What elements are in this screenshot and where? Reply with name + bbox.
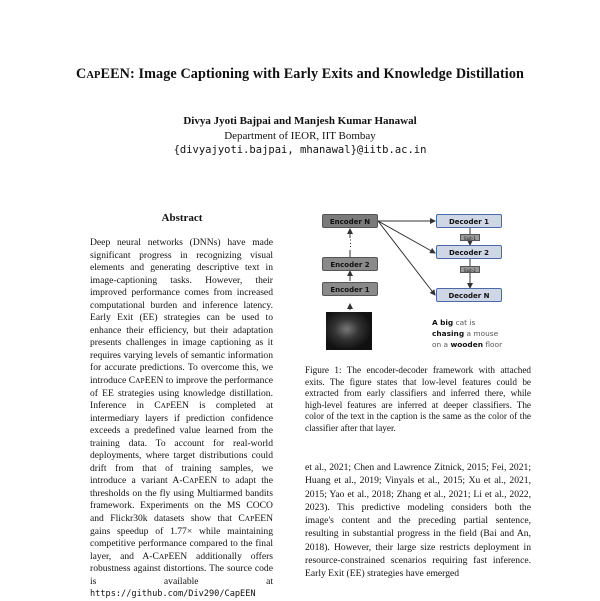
capeen-name: CAPEEN [182,475,218,487]
decoder-n-box: Decoder N [436,288,502,302]
paper-title [0,66,600,83]
input-image [326,312,372,350]
abstract-part1: Deep neural networks (DNNs) have made significant progress in recognizing visual elements and generating descriptive text in image-captioning tasks. However, their improved performance comes from increased computational burden and inference latency. Early Exit (EE) strategies can be used to enhance their efficiency, but their adaptation presents challenges in image captioning as it requires varying levels of semantic information for accurate predictions. To overcome this, we introduce [90,237,273,387]
abstract-part3: is completed at intermediary layers if prediction confidence exceeds a predefined value learned from the training data. To account for real-world deployments, where target distributions could drift from that of training samples, we introduce a variant A- [90,400,273,487]
encoder-2-box: Encoder 2 [322,257,378,271]
generated-caption: A big cat is chasing a mouse on a wooden floor [432,318,503,349]
title-cap-een: EEN [100,66,130,82]
abstract-part5: gains speedup of 1.77× while maintaining competitive performance compared to the final layer, and A- [90,525,273,562]
abstract-part2: to improve the performance of EE strategies using knowledge distillation. Inference in [90,375,273,412]
capeen-name: CAPEEN [238,513,273,525]
abstract-body [90,237,273,601]
encoder-n-box: Encoder N [322,214,378,228]
decoder-1-box: Decoder 1 [436,214,502,228]
title-rest: : Image Captioning with Early Exits and Knowledge Distillation [130,66,525,82]
authors: Divya Jyoti Bajpai and Manjesh Kumar Hanawal [183,115,417,127]
abstract-part6: additionally offers robustness against distortions. The source code is available at [90,550,274,587]
exit-2-box: Exit-2 [460,266,480,273]
figure-1 [300,200,530,365]
body-text-right-column: et al., 2021; Chen and Lawrence Zitnick, 2015; Fei, 2021; Huang et al., 2019; Vinyals et al., 2015; Xu et al., 2021, 2015; Yao et al., 2018; Zhang et al., 2021; Li et al., 2022, 2023). This predictive modeling considers both the image's content and the preceding partial sentence, resulting in substantial progress in the field (Bai and An, 2018). However, their large size restricts deployment in resource-constrained scenarios requiring fast inference. Early Exit (EE) strategies have emerged [305,462,531,580]
code-url-link[interactable]: https://github.com/Div290/CapEEN [90,589,256,600]
encoder-dots: ⋮ [346,238,355,248]
exit-1-box: Exit-1 [460,234,480,241]
title-cap-c: C [75,66,87,82]
figure-caption: Figure 1: The encoder-decoder framework with attached exits. The figure states that low-level features could be extracted from early classifiers and inferred there, while high-level features are inferred at deeper classifiers. The color of the text in the caption is the same as the color of the classifier after that layer. [305,365,531,433]
abstract-heading: Abstract [161,212,203,224]
encoder-1-box: Encoder 1 [322,282,378,296]
email: {divyajyoti.bajpai, mhanawal}@iitb.ac.in [173,144,427,156]
capeen-name: CAPEEN [128,375,164,387]
capeen-name: CAPEEN [154,400,189,412]
decoder-2-box: Decoder 2 [436,245,502,259]
affiliation: Department of IEOR, IIT Bombay [224,130,376,142]
title-smallcaps: AP [86,70,101,81]
abstract-part4: to adapt the thresholds on the fly using Multiarmed bandits framework. Experiments on the MS COCO and Flickr30k datasets show that [90,475,273,525]
capeen-name: CAPEEN [152,550,188,562]
